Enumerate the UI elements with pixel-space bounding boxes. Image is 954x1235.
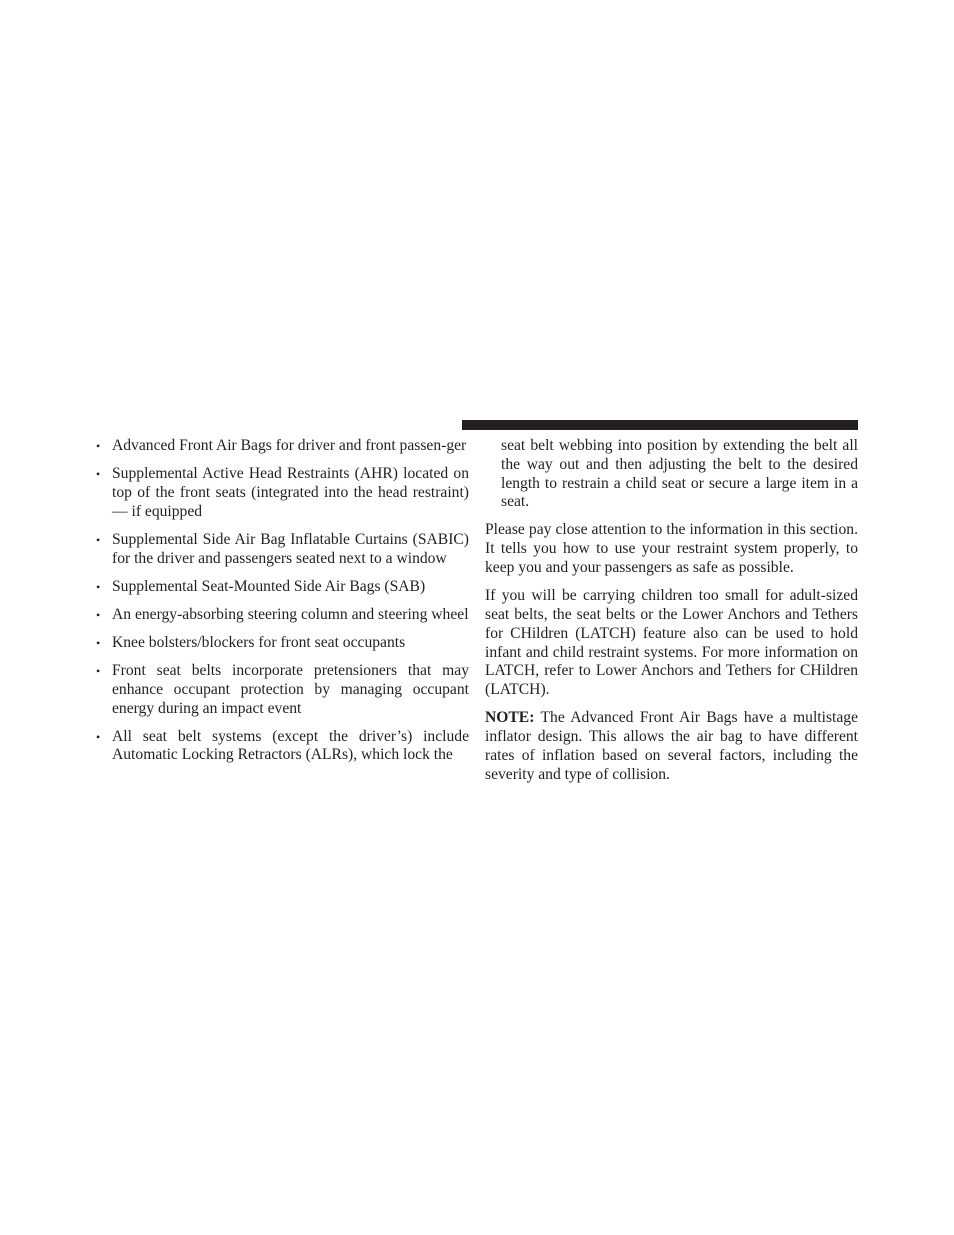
list-item <box>96 437 469 456</box>
list-item <box>96 606 469 625</box>
bullet-icon: • <box>96 607 101 622</box>
list-item-text: Supplemental Seat-Mounted Side Air Bags (SAB) <box>112 577 426 595</box>
list-item-text: Advanced Front Air Bags for driver and front passen-ger <box>112 437 467 454</box>
list-item-text: Knee bolsters/blockers for front seat occupants <box>112 633 406 651</box>
note-paragraph <box>485 709 858 784</box>
list-item <box>96 728 469 766</box>
list-item <box>96 531 469 569</box>
list-item <box>96 634 469 653</box>
paragraph: If you will be carrying children too small for adult-sized seat belts, the seat belts or the Lower Anchors and Tethers for CHildren (LATCH) feature also can be used to hold infant and child restraint systems. For more information on LATCH, refer to Lower Anchors and Tethers for CHildren (LATCH). <box>485 587 858 699</box>
list-item <box>96 465 469 521</box>
list-item <box>96 578 469 597</box>
note-text: The Advanced Front Air Bags have a multistage inflator design. This allows the air bag to have different rates of inflation based on several factors, including the severity and type of collision. <box>485 709 858 783</box>
list-item-text: All seat belt systems (except the driver’s) include Automatic Locking Retractors (ALRs), which lock the <box>112 727 469 764</box>
bullet-icon: • <box>96 532 101 547</box>
bullet-icon: • <box>96 635 101 650</box>
restraint-features-list <box>96 437 469 765</box>
list-item-text: An energy-absorbing steering column and steering wheel <box>112 605 469 623</box>
list-item-text: Supplemental Active Head Restraints (AHR) located on top of the front seats (integrated into the head restraint) — if equipped <box>112 465 469 520</box>
list-item <box>96 662 469 718</box>
section-header-bar <box>462 420 858 430</box>
note-label: NOTE: <box>485 709 535 727</box>
bullet-icon: • <box>96 439 101 453</box>
bullet-icon: • <box>96 467 101 482</box>
left-column <box>96 437 469 775</box>
list-item-text: Supplemental Side Air Bag Inflatable Curtains (SABIC) for the driver and passengers seated next to a window <box>112 530 469 567</box>
list-item-continuation: seat belt webbing into position by extending the belt all the way out and then adjusting the belt to the desired length to restrain a child seat or secure a large item in a seat. <box>501 437 858 511</box>
bullet-icon: • <box>96 579 101 594</box>
paragraph: Please pay close attention to the information in this section. It tells you how to use your restraint system properly, to keep you and your passengers as safe as possible. <box>485 521 858 577</box>
bullet-icon: • <box>96 663 101 678</box>
bullet-icon: • <box>96 729 101 744</box>
list-item-text: Front seat belts incorporate pretensioners that may enhance occupant protection by managing occupant energy during an impact event <box>112 661 469 717</box>
right-column <box>485 437 858 794</box>
